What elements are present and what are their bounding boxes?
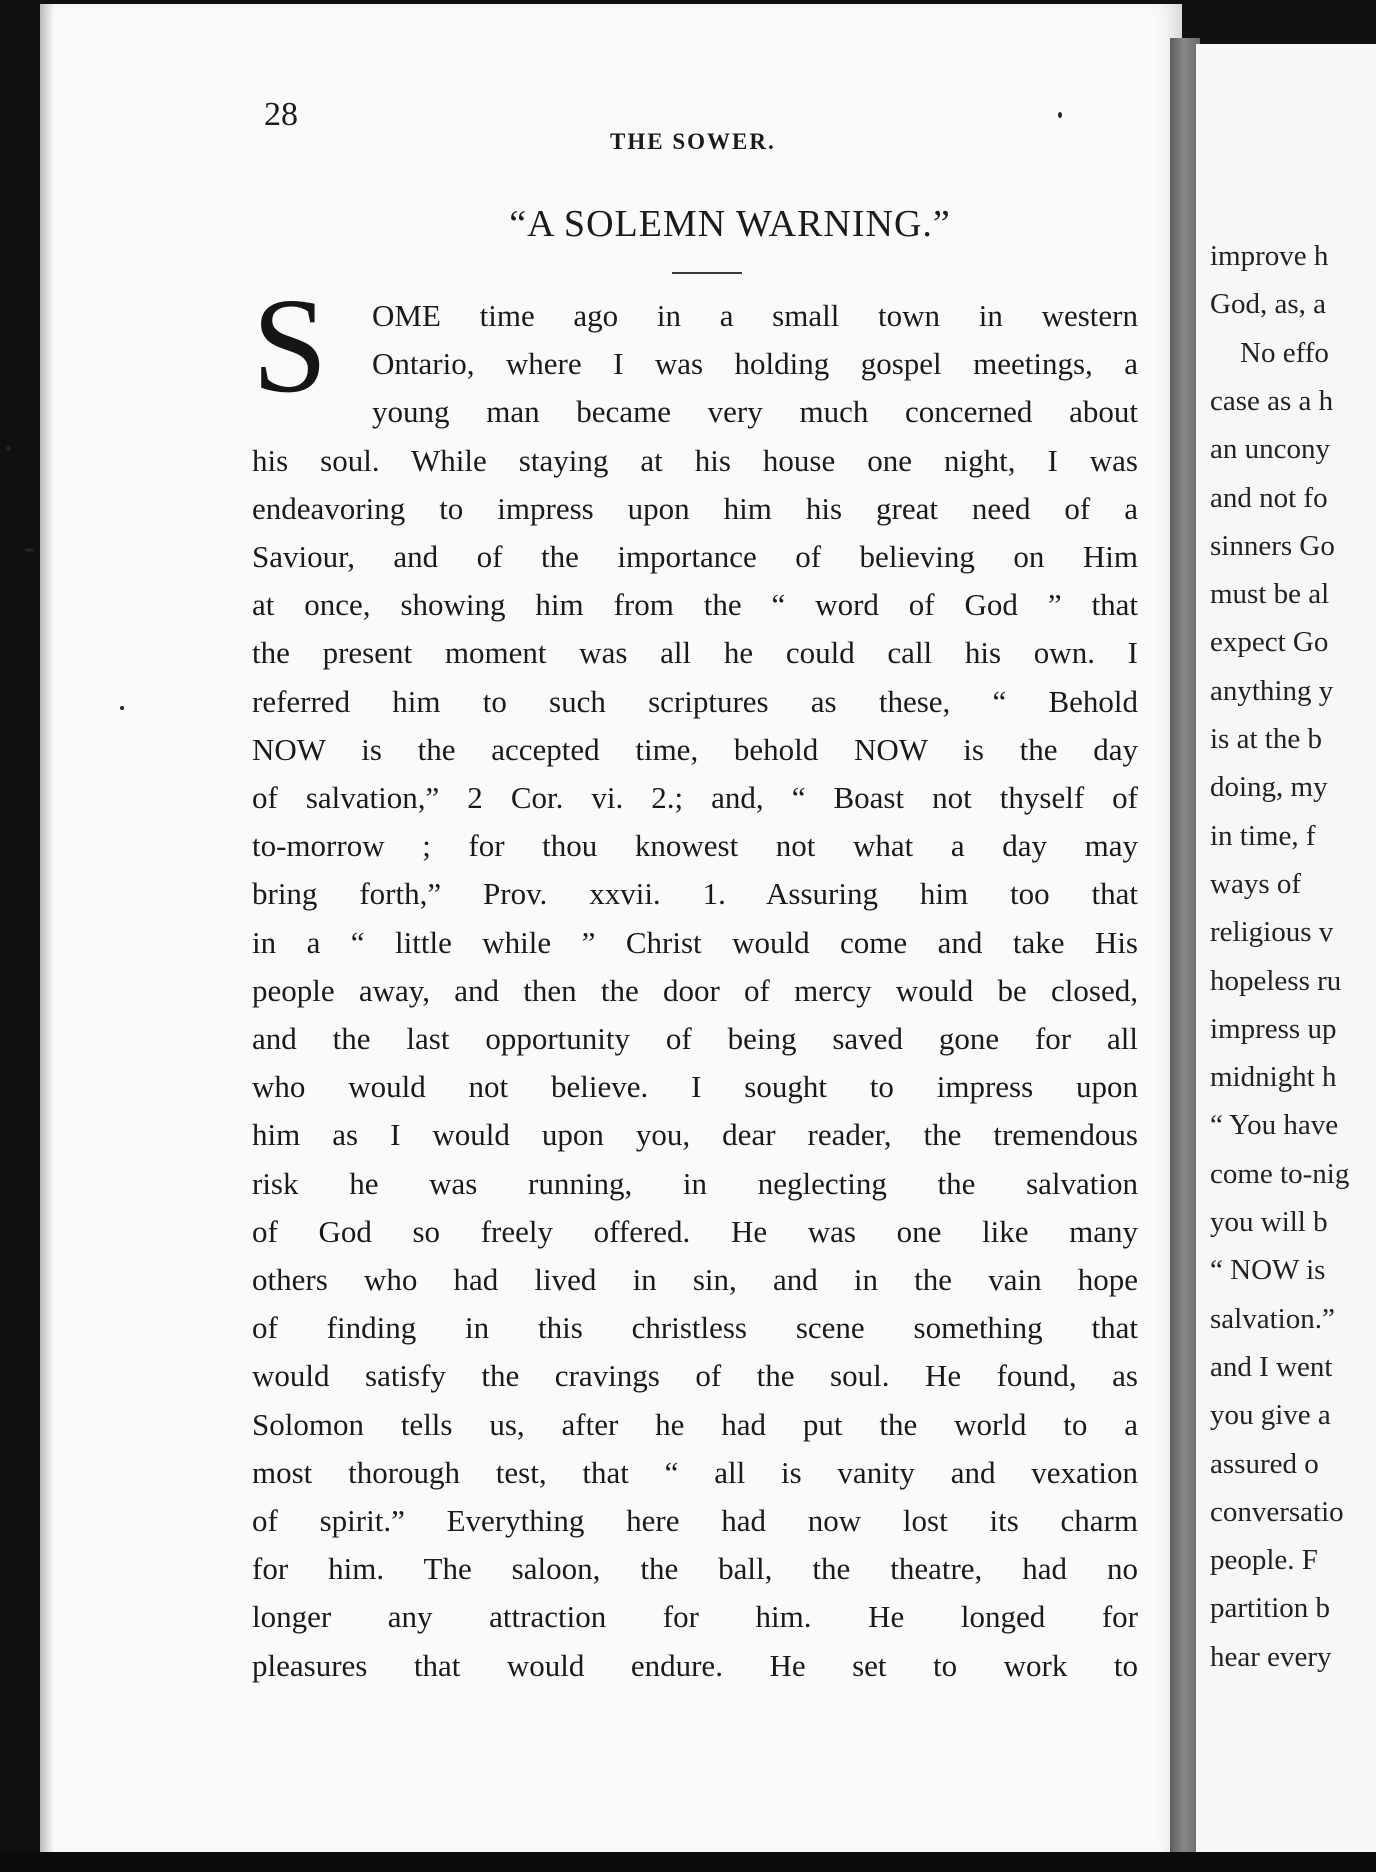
text-line: come to-nig [1210,1158,1350,1190]
text-line: an uncony [1210,433,1330,465]
text-line: hopeless ru [1210,965,1342,997]
text-line: improve h [1210,240,1329,272]
text-line: assured o [1210,1448,1319,1480]
drop-cap: S [252,271,328,421]
text-line: OME time ago in a small town in western [372,298,1138,333]
text-line: who would not believe. I sought to impress upon [252,1069,1138,1104]
text-line: at once, showing him from the “ word of God ” that [252,587,1138,622]
text-line: people away, and then the door of mercy would be closed, [252,973,1138,1008]
text-line: to-morrow ; for thou knowest not what a day may [252,828,1138,863]
text-line: Ontario, where I was holding gospel meetings, a [372,346,1138,381]
text-line: case as a h [1210,385,1334,417]
text-line: sinners Go [1210,530,1335,562]
text-line: longer any attraction for him. He longed for [252,1599,1138,1634]
text-line: pleasures that would endure. He set to work to [252,1648,1138,1683]
text-line: and not fo [1210,482,1328,514]
text-line: must be al [1210,578,1330,610]
text-line: salvation.” [1210,1303,1335,1335]
text-line: would satisfy the cravings of the soul. He found, as [252,1358,1138,1393]
text-line: risk he was running, in neglecting the salvation [252,1166,1138,1201]
text-line: in a “ little while ” Christ would come and take His [252,925,1138,960]
text-line: of God so freely offered. He was one like many [252,1214,1138,1249]
text-line: most thorough test, that “ all is vanity and vexation [252,1455,1138,1490]
text-line: him as I would upon you, dear reader, the tremendous [252,1117,1138,1152]
scan-speck [24,548,34,552]
text-line: of spirit.” Everything here had now lost its charm [252,1503,1138,1538]
page-number: 28 [264,96,298,133]
text-line: religious v [1210,916,1334,948]
text-line: others who had lived in sin, and in the vain hope [252,1262,1138,1297]
text-line: midnight h [1210,1061,1337,1093]
text-line: NOW is the accepted time, behold NOW is the day [252,732,1138,767]
text-line: ways of [1210,868,1302,900]
text-line: conversatio [1210,1496,1344,1528]
text-line: of finding in this christless scene something that [252,1310,1138,1345]
text-line: of salvation,” 2 Cor. vi. 2.; and, “ Boast not thyself of [252,780,1138,815]
text-line: doing, my [1210,771,1328,803]
text-line: hear every [1210,1641,1332,1673]
scan-speck [1058,112,1062,118]
text-line: referred him to such scriptures as these, “ Behold [252,684,1138,719]
text-line: anything y [1210,675,1334,707]
text-line: the present moment was all he could call his own. I [252,635,1138,670]
text-line: his soul. While staying at his house one night, I was [252,443,1138,478]
text-line: Saviour, and of the importance of believing on Him [252,539,1138,574]
text-line: people. F [1210,1544,1318,1576]
text-line: is at the b [1210,723,1322,755]
running-head: THE SOWER. [610,129,776,154]
text-line: expect Go [1210,626,1329,658]
scan-speck [6,446,11,451]
text-line: No effo [1240,337,1329,369]
article-title: “A SOLEMN WARNING.” [509,203,951,245]
text-line: you give a [1210,1399,1331,1431]
text-line: in time, f [1210,820,1316,852]
text-line: “ NOW is [1210,1254,1326,1286]
text-line: bring forth,” Prov. xxvii. 1. Assuring him too that [252,876,1138,911]
text-line: partition b [1210,1592,1331,1624]
text-line: and I went [1210,1351,1333,1383]
text-line: young man became very much concerned about [372,394,1138,429]
text-line: for him. The saloon, the ball, the theatre, had no [252,1551,1138,1586]
text-line: impress up [1210,1013,1337,1045]
scan-speck [120,706,124,710]
text-line: and the last opportunity of being saved gone for all [252,1021,1138,1056]
text-line: “ You have [1210,1109,1339,1141]
text-line: you will b [1210,1206,1328,1238]
text-line: endeavoring to impress upon him his great need of a [252,491,1138,526]
text-line: God, as, a [1210,288,1326,320]
text-line: Solomon tells us, after he had put the world to a [252,1407,1138,1442]
